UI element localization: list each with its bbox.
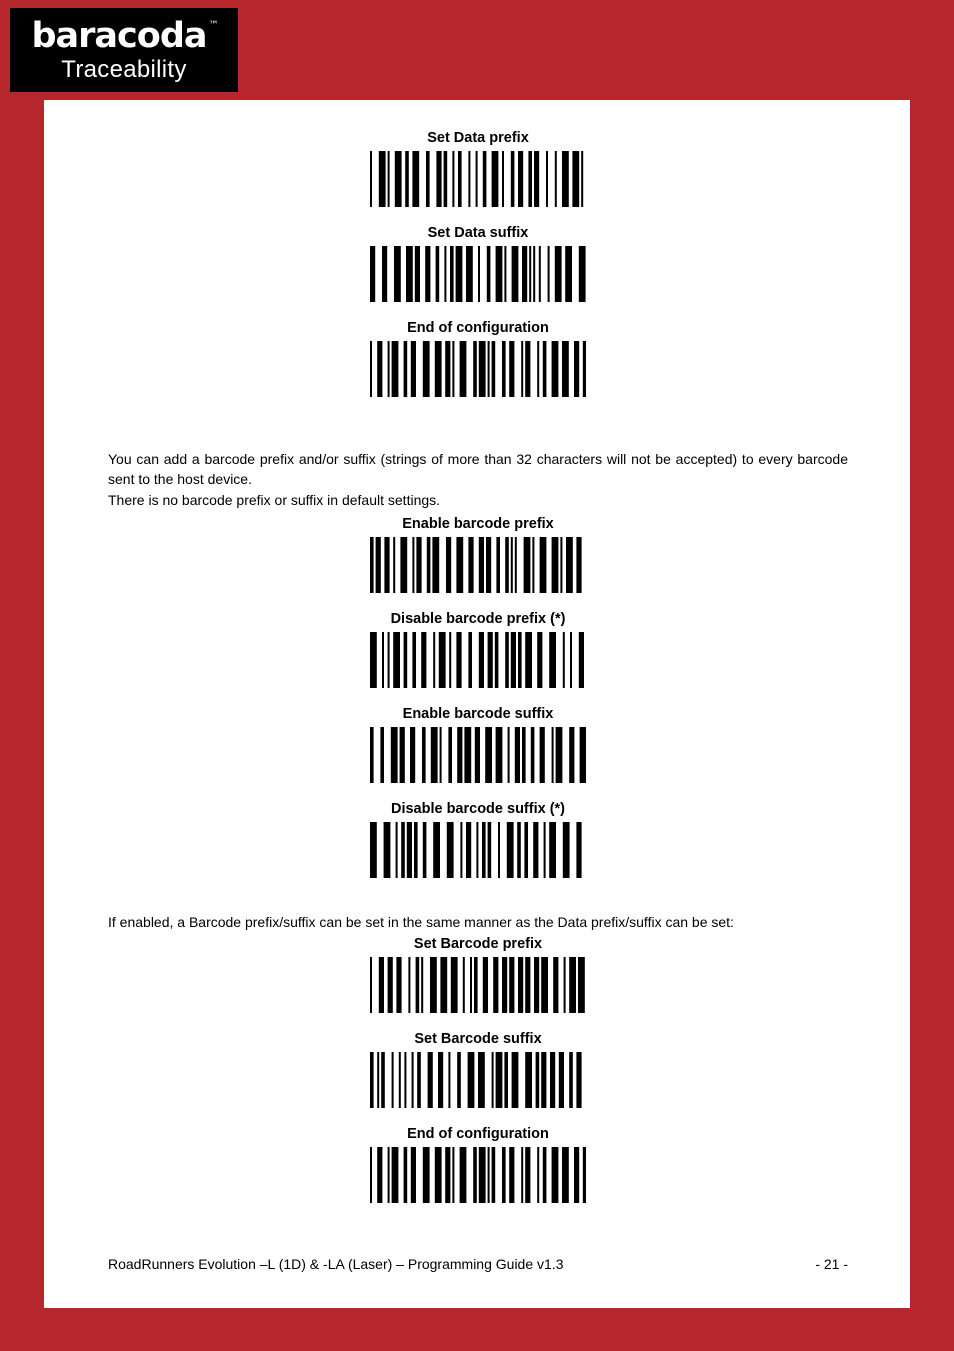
barcode-image	[370, 957, 586, 1013]
barcode-image	[370, 246, 586, 302]
spacer	[108, 1013, 848, 1031]
barcode-image	[370, 151, 586, 207]
barcode-caption: Disable barcode suffix (*)	[390, 800, 566, 817]
barcode-section	[108, 801, 848, 878]
barcode-image	[370, 727, 586, 783]
barcode-section	[108, 130, 848, 207]
barcode-caption: Disable barcode prefix (*)	[390, 610, 566, 627]
document-page	[44, 100, 910, 1308]
barcode-caption: Enable barcode prefix	[402, 515, 554, 532]
barcode-caption: Set Barcode prefix	[413, 936, 543, 953]
barcode-image	[370, 822, 586, 878]
footer-document-title: RoadRunners Evolution –L (1D) & -LA (Laser) – Programming Guide v1.3	[108, 1256, 564, 1272]
barcode-caption: Set Barcode suffix	[414, 1031, 542, 1048]
spacer	[108, 1108, 848, 1126]
barcode-section	[108, 706, 848, 783]
barcode-image	[370, 341, 586, 397]
brand-logo	[10, 8, 238, 92]
spacer	[108, 878, 848, 912]
barcode-image	[370, 537, 586, 593]
page-footer	[108, 1256, 848, 1272]
spacer	[108, 593, 848, 611]
spacer	[108, 688, 848, 706]
barcode-section	[108, 1031, 848, 1108]
barcode-caption: Set Data prefix	[427, 130, 529, 146]
barcode-caption: End of configuration	[407, 1126, 549, 1143]
barcode-image	[370, 1052, 586, 1108]
brand-name	[31, 15, 218, 56]
barcode-caption: End of configuration	[407, 320, 549, 336]
barcode-section	[108, 1126, 848, 1203]
barcode-caption: Enable barcode suffix	[402, 705, 554, 722]
barcode-section	[108, 320, 848, 397]
brand-tagline: Traceability	[61, 55, 187, 83]
brand-name-text: baracoda	[31, 15, 207, 56]
barcode-image	[370, 632, 586, 688]
spacer	[108, 397, 848, 449]
barcode-section	[108, 516, 848, 593]
footer-page-number: - 21 -	[815, 1256, 848, 1272]
barcode-section	[108, 611, 848, 688]
spacer	[108, 207, 848, 225]
paragraph-barcode-prefix-info: You can add a barcode prefix and/or suffix (strings of more than 32 characters will not be accepted) to every barcode sent to the host device.	[108, 451, 848, 488]
spacer	[108, 302, 848, 320]
barcode-section	[108, 936, 848, 1013]
spacer	[108, 783, 848, 801]
paragraph-default-settings: There is no barcode prefix or suffix in default settings.	[108, 491, 441, 508]
barcode-caption: Set Data suffix	[427, 225, 529, 241]
barcode-section	[108, 225, 848, 302]
trademark-symbol: ™	[208, 19, 218, 31]
barcode-image	[370, 1147, 586, 1203]
page-content	[108, 130, 848, 1203]
paragraph-barcode-prefix-suffix-set: If enabled, a Barcode prefix/suffix can be set in the same manner as the Data prefix/suffix can be set:	[108, 913, 734, 930]
